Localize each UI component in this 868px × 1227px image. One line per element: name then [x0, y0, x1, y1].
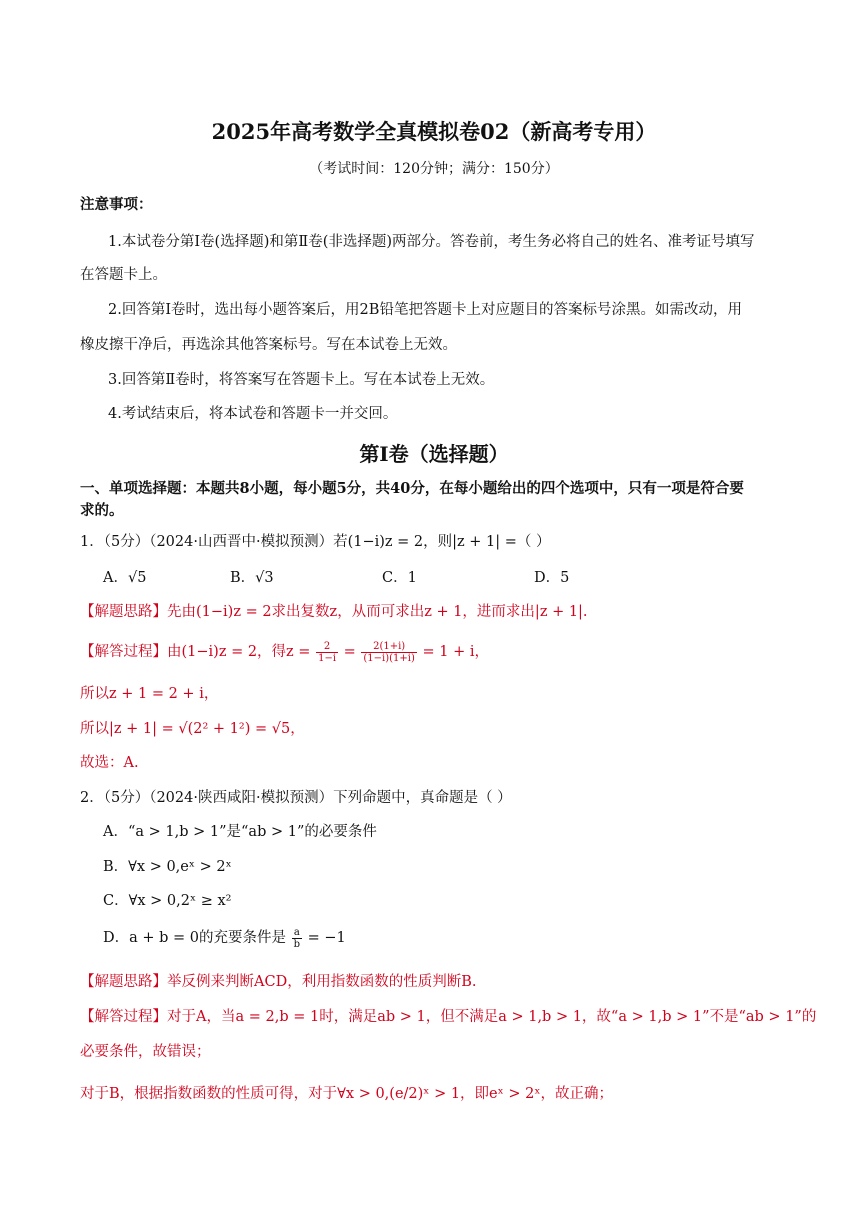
fraction-denominator: 1−i: [318, 652, 337, 664]
notice-line: 4.考试结束后，将本试卷和答题卡一并交回。: [108, 406, 398, 422]
option-c: C．∀x > 0,2ˣ ≥ x²: [103, 893, 232, 909]
question-stem: 2．（5分）（2024·陕西咸阳·模拟预测）下列命题中，真命题是（ ）: [80, 790, 512, 806]
notice-line: 2.回答第Ⅰ卷时，选出每小题答案后，用2B铅笔把答题卡上对应题目的答案标号涂黑。如需改动，用: [108, 302, 742, 318]
notice-line: 在答题卡上。: [80, 267, 167, 283]
fraction: [292, 927, 302, 950]
part-heading: 求的。: [80, 502, 124, 519]
solution-idea: [80, 970, 476, 991]
solution-line: 所以z + 1 = 2 + i，: [80, 686, 219, 702]
notice-header: 注意事项：: [80, 196, 153, 213]
idea-label: 【解题思路】: [80, 604, 167, 620]
process-text: = 1 + i，: [422, 644, 489, 660]
fraction-denominator: (1−i)(1+i): [363, 652, 415, 664]
solution-line: 所以|z + 1| = √(2² + 1²) = √5，: [80, 721, 305, 737]
process-text: 对于A，当a = 2,b = 1时，满足ab > 1，但不满足a > 1,b > 1，故“a > 1,b > 1”不是“ab > 1”的: [167, 1009, 817, 1025]
part-heading: 一、单项选择题：本题共8小题，每小题5分，共40分，在每小题给出的四个选项中，只有一项是符合要: [80, 480, 744, 497]
solution-line: 必要条件，故错误；: [80, 1044, 211, 1060]
option-b: B．√3: [230, 570, 274, 586]
idea-text: 举反例来判断ACD，利用指数函数的性质判断B.: [167, 974, 477, 990]
option-a: A．“a > 1,b > 1”是“ab > 1”的必要条件: [103, 824, 377, 840]
option-d: D．5: [534, 570, 570, 586]
fraction-numerator: 2: [316, 641, 338, 653]
process-text: 对于B，根据指数函数的性质可得，对于∀x > 0,: [80, 1086, 390, 1102]
math-expression: (e/2)ˣ: [389, 1086, 430, 1102]
process-text: 由(1−i)z = 2，得z =: [167, 644, 311, 660]
option-d-text: = −1: [307, 930, 346, 946]
solution-process: [80, 1005, 816, 1026]
notice-line: 1.本试卷分第Ⅰ卷(选择题)和第Ⅱ卷(非选择题)两部分。答卷前，考生务必将自己的姓名、准考证号填写: [108, 234, 755, 250]
notice-line: 橡皮擦干净后，再选涂其他答案标号。写在本试卷上无效。: [80, 337, 457, 353]
solution-idea: [80, 600, 588, 621]
solution-line: [80, 1082, 613, 1103]
idea-text: 先由(1−i)z = 2求出复数z，从而可求出z + 1，进而求出|z + 1|.: [167, 604, 588, 620]
process-label: 【解答过程】: [80, 1009, 167, 1025]
fraction-numerator: a: [292, 927, 302, 939]
section-title: 第Ⅰ卷（选择题）: [359, 442, 509, 466]
page-title: 2025年高考数学全真模拟卷02（新高考专用）: [211, 119, 657, 144]
option-d: [103, 926, 346, 950]
option-d-text: D．a + b = 0的充要条件是: [103, 930, 287, 946]
option-b: B．∀x > 0,eˣ > 2ˣ: [103, 859, 232, 875]
equals: =: [343, 644, 356, 660]
solution-answer: 故选：A.: [80, 755, 139, 771]
solution-process: [80, 640, 489, 664]
process-label: 【解答过程】: [80, 644, 167, 660]
option-a: A．√5: [103, 570, 147, 586]
idea-label: 【解题思路】: [80, 974, 167, 990]
fraction: [361, 641, 416, 664]
fraction-numerator: 2(1+i): [361, 641, 416, 653]
fraction-denominator: b: [293, 938, 301, 950]
notice-line: 3.回答第Ⅱ卷时，将答案写在答题卡上。写在本试卷上无效。: [108, 372, 495, 388]
process-text: > 1，即eˣ > 2ˣ，故正确；: [434, 1086, 614, 1102]
option-c: C．1: [382, 570, 417, 586]
fraction: [316, 641, 338, 664]
exam-info: （考试时间：120分钟；满分：150分）: [309, 161, 559, 177]
question-stem: 1．（5分）（2024·山西晋中·模拟预测）若(1−i)z = 2，则|z + 1| =（ ）: [80, 534, 551, 550]
